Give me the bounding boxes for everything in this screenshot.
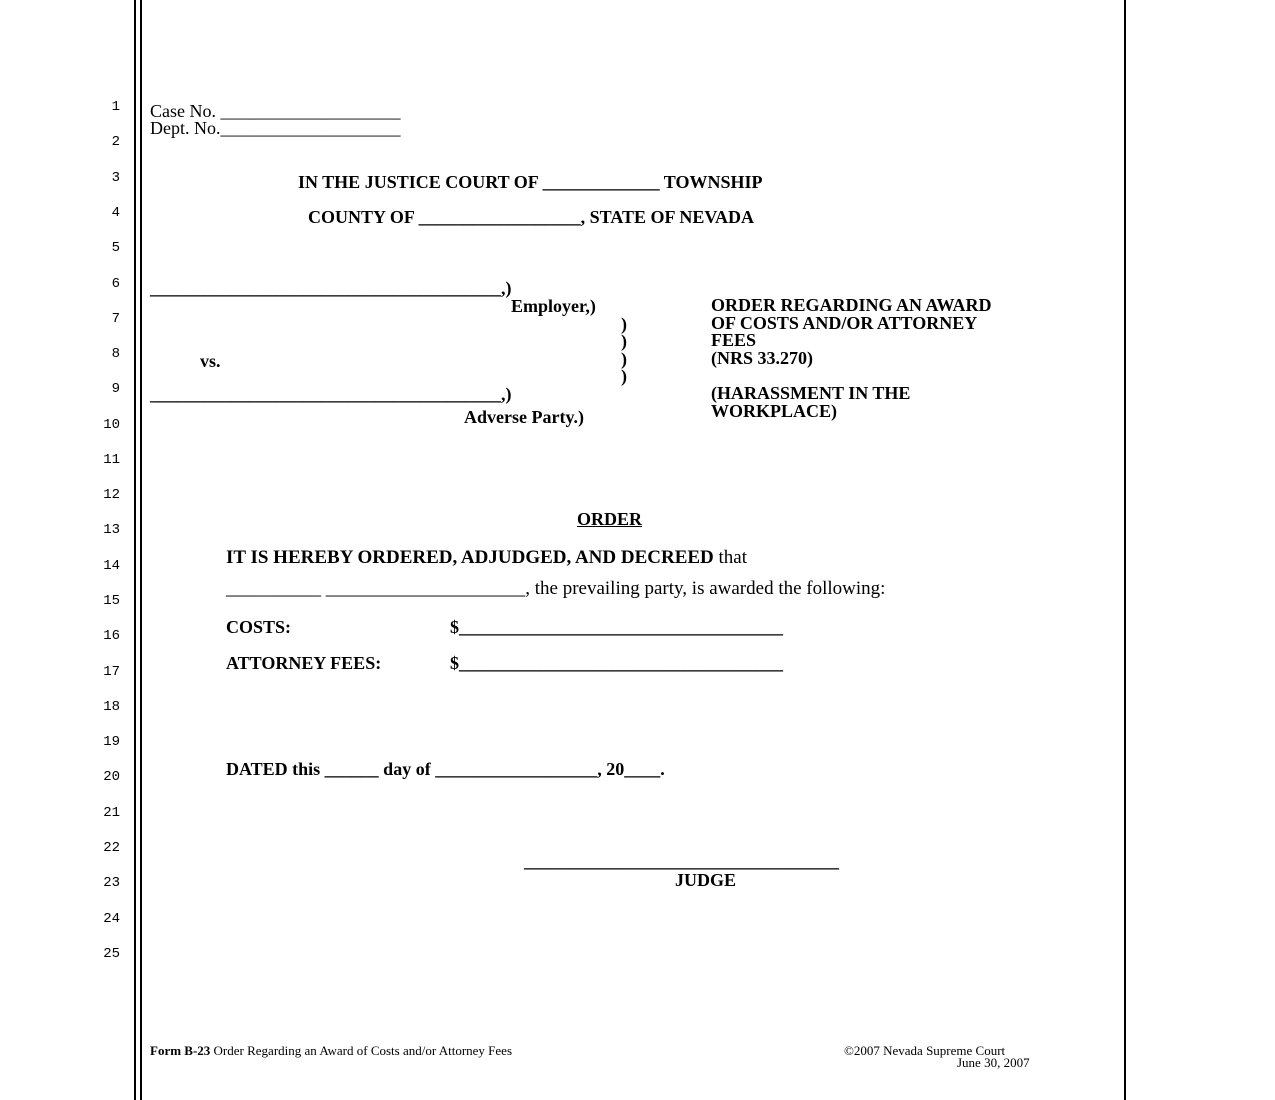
form-title: Order Regarding an Award of Costs and/or Attorney Fees bbox=[210, 1043, 513, 1058]
ordered-clause bbox=[226, 548, 747, 567]
order-heading: ORDER bbox=[577, 509, 643, 529]
prevailing-party-line: __________ _____________________, the prevailing party, is awarded the following: bbox=[226, 578, 886, 599]
court-name-line: IN THE JUSTICE COURT OF _____________ TOWNSHIP bbox=[298, 172, 763, 192]
ordered-clause-bold: IT IS HEREBY ORDERED, ADJUDGED, AND DECREED bbox=[226, 547, 714, 568]
copyright-notice: ©2007 Nevada Supreme Court bbox=[844, 1043, 1006, 1058]
line-number: 24 bbox=[103, 911, 120, 927]
attorney-fees-amount-field: $____________________________________ bbox=[450, 653, 783, 673]
attorney-fees-label: ATTORNEY FEES: bbox=[226, 653, 382, 673]
form-footer bbox=[150, 1044, 512, 1057]
left-margin-rule-inner bbox=[140, 0, 142, 1100]
ordered-clause-rest: that bbox=[713, 547, 748, 568]
line-number: 20 bbox=[103, 769, 120, 785]
line-number: 23 bbox=[103, 875, 120, 891]
adverse-party-label: Adverse Party.) bbox=[464, 407, 584, 427]
county-state-line: COUNTY OF __________________, STATE OF NEVADA bbox=[308, 207, 755, 227]
caption-paren: ) bbox=[621, 366, 627, 386]
versus-label: vs. bbox=[200, 351, 221, 371]
costs-amount-field: $____________________________________ bbox=[450, 617, 783, 637]
line-number: 17 bbox=[103, 664, 120, 680]
dated-line: DATED this ______ day of __________________, 20____. bbox=[226, 759, 665, 779]
line-number: 25 bbox=[103, 946, 120, 962]
line-number: 19 bbox=[103, 734, 120, 750]
judge-label: JUDGE bbox=[675, 870, 737, 890]
form-id: Form B-23 bbox=[150, 1043, 211, 1058]
line-number: 11 bbox=[103, 452, 120, 468]
caption-paren: ) bbox=[621, 349, 627, 369]
line-number: 8 bbox=[111, 346, 120, 362]
dept-number-field: Dept. No.____________________ bbox=[150, 118, 401, 138]
line-number: 2 bbox=[111, 134, 120, 150]
line-number: 7 bbox=[111, 311, 120, 327]
revision-date: June 30, 2007 bbox=[957, 1055, 1030, 1070]
costs-label: COSTS: bbox=[226, 617, 292, 637]
employer-label: Employer,) bbox=[511, 296, 596, 316]
line-number: 10 bbox=[103, 417, 120, 433]
line-number: 13 bbox=[103, 522, 120, 538]
line-number: 3 bbox=[111, 170, 120, 186]
line-number: 18 bbox=[103, 699, 120, 715]
line-number: 4 bbox=[111, 205, 120, 221]
caption-paren: ) bbox=[621, 331, 627, 351]
case-number-field: Case No. ____________________ bbox=[150, 101, 401, 121]
line-number: 9 bbox=[111, 381, 120, 397]
document-title-line: ORDER REGARDING AN AWARD bbox=[711, 295, 992, 315]
left-margin-rule-outer bbox=[134, 0, 136, 1100]
document-subtitle-line: WORKPLACE) bbox=[711, 401, 837, 421]
caption-paren: ) bbox=[621, 314, 627, 334]
line-number: 5 bbox=[111, 240, 120, 256]
right-margin-rule bbox=[1124, 0, 1126, 1100]
document-subtitle-line: (HARASSMENT IN THE bbox=[711, 383, 911, 403]
document-title-line: FEES bbox=[711, 330, 757, 350]
line-number: 1 bbox=[111, 99, 120, 115]
adverse-party-blank: _______________________________________,) bbox=[150, 384, 512, 404]
document-title-line: OF COSTS AND/OR ATTORNEY bbox=[711, 313, 978, 333]
line-number: 22 bbox=[103, 840, 120, 856]
line-number: 16 bbox=[103, 628, 120, 644]
employer-blank: _______________________________________,) bbox=[150, 278, 512, 298]
statute-reference: (NRS 33.270) bbox=[711, 348, 813, 368]
line-number: 15 bbox=[103, 593, 120, 609]
line-number: 6 bbox=[111, 276, 120, 292]
line-number: 12 bbox=[103, 487, 120, 503]
judge-signature-line: ___________________________________ bbox=[524, 851, 839, 871]
line-number: 21 bbox=[103, 805, 120, 821]
line-number: 14 bbox=[103, 558, 120, 574]
